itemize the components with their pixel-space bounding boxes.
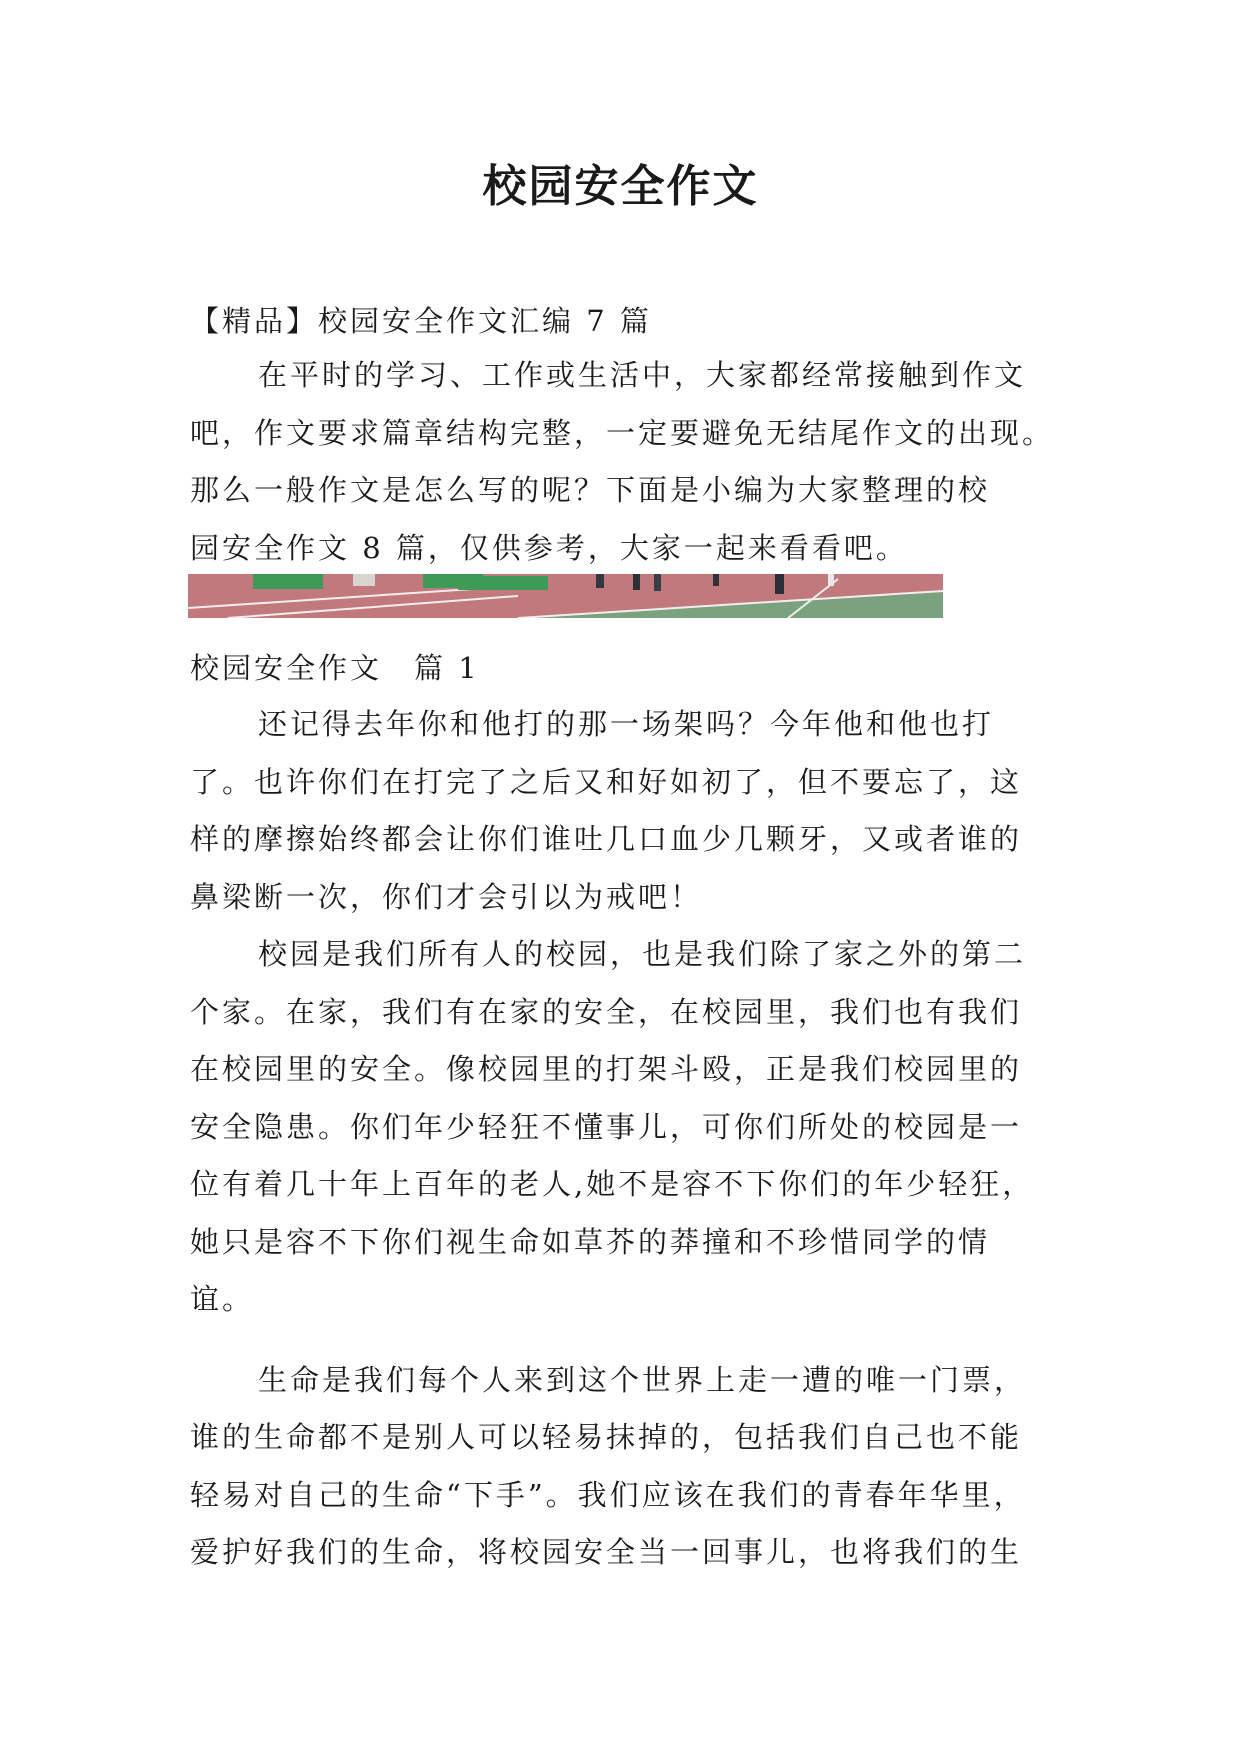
intro-paragraph [190,347,1060,577]
document-title: 校园安全作文 [482,161,759,212]
paragraph2-line-2: 个家。在家，我们有在家的安全，在校园里，我们也有我们 [190,994,1023,1029]
paragraph2-line-4: 安全隐患。你们年少轻狂不懂事儿，可你们所处的校园是一 [190,1109,1023,1144]
runner-figure-3 [654,574,661,591]
paragraph2-line-6: 她只是容不下你们视生命如草芥的莽撞和不珍惜同学的情 [190,1224,991,1259]
paragraph-gap [190,1329,1060,1352]
intro-line-4: 园安全作文 8 篇，仅供参考，大家一起来看看吧。 [190,530,908,565]
green-barrier-3 [458,576,548,590]
section-title-line: 校园安全作文 篇 1 [190,651,480,685]
paragraph1-line-3: 样的摩擦始终都会让你们谁吐几口血少几颗牙，又或者谁的 [190,822,1023,856]
box-on-track [353,574,375,586]
intro-line-3: 那么一般作文是怎么写的呢？下面是小编为大家整理的校 [190,473,991,507]
runner-figure-6 [828,574,834,586]
document-subtitle [190,293,1060,351]
paragraph1-line-1: 还记得去年你和他打的那一场架吗？今年他和他也打 [258,707,995,741]
paragraph3-line-4: 爱护好我们的生命，将校园安全当一回事儿，也将我们的生 [190,1535,1023,1569]
essay-paragraph-1 [190,696,1060,926]
paragraph2-line-3: 在校园里的安全。像校园里的打架斗殴，正是我们校园里的 [190,1052,1023,1086]
paragraph3-line-1: 生命是我们每个人来到这个世界上走一遭的唯一门票， [258,1362,1027,1397]
runner-figure-2 [633,574,640,590]
essay-paragraph-2 [190,926,1060,1329]
section-title [190,640,1060,698]
track-photo-graphic [188,574,943,618]
intro-line-2: 吧，作文要求篇章结构完整，一定要避免无结尾作文的出现。 [190,415,1055,450]
paragraph2-line-1: 校园是我们所有人的校园，也是我们除了家之外的第二 [258,937,1027,971]
runner-figure-5 [775,574,784,594]
intro-line-1: 在平时的学习、工作或生活中，大家都经常接触到作文 [258,358,1027,392]
paragraph2-line-5: 位有着几十年上百年的老人,她不是容不下你们的年少轻狂， [190,1167,1035,1201]
runner-figure-4 [713,574,719,586]
paragraph1-line-4: 鼻梁断一次，你们才会引以为戒吧！ [190,879,703,914]
runner-figure-1 [596,574,604,588]
subtitle-line: 【精品】校园安全作文汇编 7 篇 [190,304,652,338]
essay-body [190,696,1060,1582]
paragraph3-line-2: 谁的生命都不是别人可以轻易抹掉的，包括我们自己也不能 [190,1420,1023,1454]
essay-paragraph-3 [190,1352,1060,1582]
paragraph1-line-2: 了。也许你们在打完了之后又和好如初了，但不要忘了，这 [190,764,1023,799]
school-track-photo [188,574,943,618]
paragraph2-line-7: 谊。 [190,1282,255,1316]
green-barrier-1 [253,574,323,589]
paragraph3-line-3: 轻易对自己的生命“下手”。我们应该在我们的青春年华里， [190,1477,1026,1512]
